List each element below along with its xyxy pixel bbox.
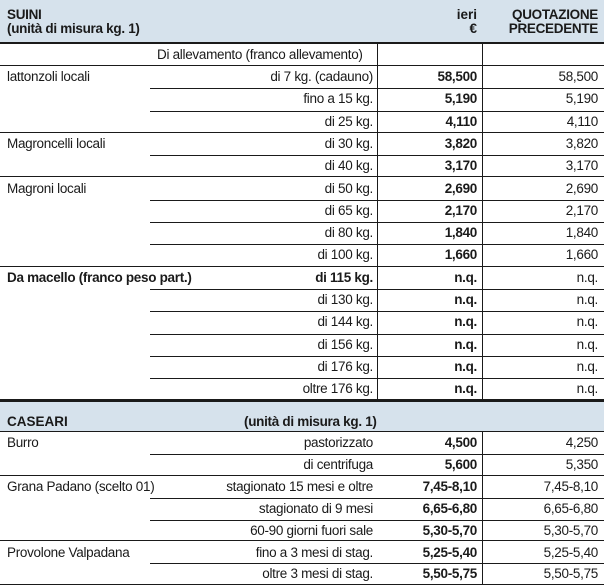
table-row [0, 289, 604, 311]
row-price-previous: 5,25-5,40 [543, 544, 598, 560]
subhead-label: Di allevamento (franco allevamento) [157, 47, 363, 62]
table-row [0, 200, 604, 222]
row-price-ieri: 5,190 [444, 91, 477, 107]
table-row [0, 222, 604, 244]
row-description: di 65 kg. [324, 202, 373, 218]
row-price-previous: 7,45-8,10 [543, 478, 598, 494]
row-price-previous: n.q. [576, 314, 598, 330]
col-prev-header-line2: PRECEDENTE [508, 21, 598, 36]
table-row [0, 111, 604, 133]
table-row [0, 542, 604, 564]
row-description: di 25 kg. [324, 113, 373, 129]
row-price-ieri: 1,840 [444, 225, 477, 241]
row-price-ieri: 7,45-8,10 [422, 478, 477, 494]
row-price-previous: 5,190 [565, 91, 598, 107]
caseari-unit: (unità di misura kg. 1) [244, 414, 377, 429]
row-name: Da macello (franco peso part.) [7, 269, 192, 285]
table-row [0, 454, 604, 476]
row-price-ieri: 5,25-5,40 [422, 544, 477, 560]
row-description: fino a 15 kg. [303, 91, 373, 107]
row-price-ieri: n.q. [454, 336, 477, 352]
row-price-ieri: 1,660 [444, 247, 477, 263]
row-name: Provolone Valpadana [7, 544, 130, 560]
row-price-previous: 5,350 [565, 456, 598, 472]
col-currency-header: € [469, 21, 477, 36]
table-row [0, 378, 604, 400]
row-price-previous: 3,170 [565, 158, 598, 174]
row-price-previous: 6,65-6,80 [543, 500, 598, 516]
column-divider-1 [377, 44, 378, 400]
table-row [0, 178, 604, 200]
row-price-ieri: 5,600 [444, 456, 477, 472]
row-description: di 144 kg. [317, 314, 373, 330]
row-name: lattonzoli locali [7, 69, 90, 84]
row-price-previous: n.q. [576, 292, 598, 307]
table-row [0, 356, 604, 378]
row-price-ieri: 6,65-6,80 [422, 500, 477, 516]
row-description: oltre 3 mesi di stag. [262, 566, 373, 582]
table-row [0, 334, 604, 356]
col-prev-header-line1: QUOTAZIONE [512, 7, 598, 22]
row-description: di 100 kg. [317, 247, 373, 263]
row-price-ieri: n.q. [454, 269, 477, 285]
row-description: fino a 3 mesi di stag. [255, 544, 373, 560]
col-ieri-header: ieri [456, 7, 477, 22]
row-price-ieri: n.q. [454, 292, 477, 307]
row-description: di 80 kg. [324, 225, 373, 241]
column-divider-3 [482, 432, 483, 585]
row-name: Magroni locali [7, 180, 87, 196]
row-price-previous: 5,30-5,70 [543, 522, 598, 538]
caseari-header [0, 400, 604, 432]
row-price-ieri: n.q. [454, 314, 477, 330]
row-price-ieri: 4,110 [445, 113, 477, 129]
table-row [0, 88, 604, 110]
row-price-previous: n.q. [576, 381, 598, 397]
row-price-ieri: 3,820 [444, 135, 477, 151]
row-description: oltre 176 kg. [302, 381, 373, 397]
row-description: di 7 kg. (cadauno) [270, 69, 373, 84]
row-description: di 130 kg. [317, 292, 373, 307]
row-description: di 115 kg. [315, 269, 373, 285]
row-price-previous: n.q. [576, 336, 598, 352]
row-description: di centrifuga [303, 456, 373, 472]
row-description: di 50 kg. [324, 180, 373, 196]
row-description: di 156 kg. [317, 336, 373, 352]
table-row [0, 267, 604, 289]
row-price-previous: 4,250 [565, 435, 598, 450]
row-price-previous: n.q. [576, 358, 598, 374]
row-price-previous: 58,500 [558, 69, 598, 84]
table-row [0, 563, 604, 585]
row-price-previous: 2,690 [565, 180, 598, 196]
row-description: stagionato di 9 mesi [258, 500, 373, 516]
suini-unit: (unità di misura kg. 1) [7, 21, 140, 36]
row-price-ieri: 58,500 [437, 69, 477, 84]
row-name: Magroncelli locali [7, 135, 106, 151]
row-price-previous: 5,50-5,75 [543, 566, 598, 582]
row-price-ieri: 5,50-5,75 [422, 566, 477, 582]
caseari-title: CASEARI [7, 414, 68, 429]
row-price-ieri: 2,690 [444, 180, 477, 196]
row-price-ieri: n.q. [454, 358, 477, 374]
row-price-ieri: 2,170 [444, 202, 477, 218]
row-name: Grana Padano (scelto 01) [7, 478, 155, 494]
row-description: stagionato 15 mesi e oltre [226, 478, 373, 494]
suini-subhead [0, 44, 604, 66]
row-price-previous: 1,840 [565, 225, 598, 241]
table-row [0, 66, 604, 88]
row-price-ieri: 3,170 [444, 158, 477, 174]
row-price-ieri: 5,30-5,70 [422, 522, 477, 538]
row-price-previous: 1,660 [565, 247, 598, 263]
table-row [0, 476, 604, 498]
table-row [0, 133, 604, 155]
table-row [0, 498, 604, 520]
table-row [0, 432, 604, 454]
row-price-previous: 2,170 [565, 202, 598, 218]
row-description: pastorizzato [303, 435, 373, 450]
row-description: di 176 kg. [317, 358, 373, 374]
table-row [0, 311, 604, 333]
row-price-previous: 4,110 [566, 113, 598, 129]
suini-title: SUINI [7, 7, 42, 22]
row-description: 60-90 giorni fuori sale [250, 522, 373, 538]
table-row [0, 244, 604, 266]
column-divider-2 [482, 44, 483, 400]
row-name: Burro [7, 435, 39, 450]
row-price-ieri: n.q. [454, 381, 477, 397]
suini-header [0, 0, 604, 44]
row-price-previous: 3,820 [565, 135, 598, 151]
row-description: di 30 kg. [324, 135, 373, 151]
row-price-previous: n.q. [576, 269, 598, 285]
row-description: di 40 kg. [324, 158, 373, 174]
table-row [0, 155, 604, 177]
table-row [0, 520, 604, 542]
row-price-ieri: 4,500 [444, 435, 477, 450]
